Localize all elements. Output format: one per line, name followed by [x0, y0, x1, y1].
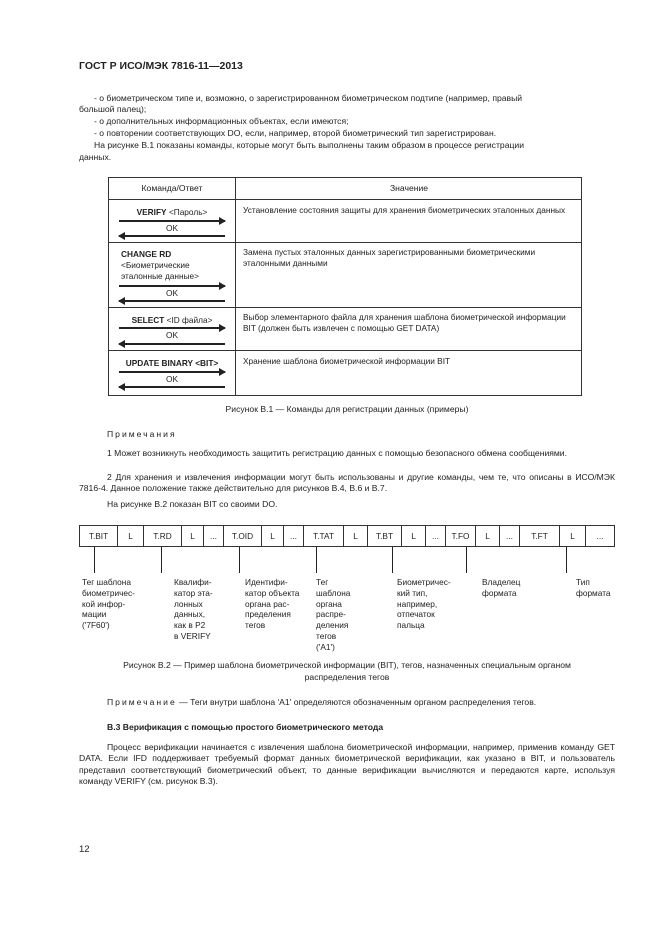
page-number: 12: [79, 844, 90, 855]
label-format-type: Тип формата: [576, 577, 611, 598]
column-header-command: Команда/Ответ: [141, 183, 203, 193]
value-text: Хранение шаблона биометрической информации BIT: [243, 356, 451, 366]
note-b2: [107, 697, 536, 708]
figure-caption-b1: Рисунок В.1 — Команды для регистрации данных (примеры): [225, 404, 469, 414]
value-text: Выбор элементарного файла для хранения шаблона биометрической информации BIT (должен быть извлечен с помощью GET DATA): [243, 312, 566, 333]
bit-cell: L: [118, 526, 144, 546]
command-param: <Биометрические: [121, 260, 190, 271]
intro-paragraph: На рисунке В.1 показаны команды, которые могут быть выполнены таким образом в процессе регистрации: [94, 140, 524, 150]
command-param: <Пароль>: [166, 207, 208, 217]
bit-cell: ...: [284, 526, 304, 546]
note-title: Примечание: [107, 697, 177, 707]
bit-cell: T.BIT: [80, 526, 118, 546]
label-format-owner: Владелец формата: [482, 577, 521, 598]
command-param: <ID файла>: [164, 315, 213, 325]
command-update-binary: UPDATE BINARY <BIT>: [125, 358, 219, 368]
command-param: эталонные данные>: [121, 271, 200, 282]
response-ok: OK: [166, 330, 178, 340]
response-ok: OK: [166, 223, 178, 233]
bit-cell: T.FT: [520, 526, 560, 546]
command-change-rd: CHANGE RD: [121, 249, 172, 259]
bit-structure: [79, 525, 615, 547]
intro-item-1-cont: большой палец);: [79, 104, 147, 114]
value-text: Установление состояния защиты для хранения биометрических эталонных данных: [243, 205, 566, 215]
label-tag-authority-template: Тег шаблона органа распре- деления тегов ('A1'): [316, 577, 351, 652]
bit-cell: L: [344, 526, 368, 546]
command-arrow-icon: [119, 371, 225, 373]
bit-cell: T.FO: [446, 526, 476, 546]
intro-item-2: - о дополнительных информационных объектах, если имеются;: [94, 116, 349, 126]
standard-header: ГОСТ Р ИСО/МЭК 7816-11—2013: [79, 60, 243, 72]
section-heading: В.3 Верификация с помощью простого биометрического метода: [107, 722, 384, 732]
note-1: 1 Может возникнуть необходимость защитить регистрацию данных с помощью безопасного обмена сообщениями.: [107, 448, 567, 458]
note-text: — Теги внутри шаблона 'A1' определяются обозначенным органом распределения тегов.: [176, 697, 537, 707]
pointer-line: [392, 547, 393, 573]
response-arrow-icon: [119, 343, 225, 345]
commands-table: [108, 177, 582, 396]
label-reference-qualifier: Квалифи- катор эта- лонных данных, как в Р2 в VERIFY: [174, 577, 213, 641]
response-arrow-icon: [119, 235, 225, 237]
column-header-value: Значение: [389, 183, 429, 193]
command-arrow-icon: [119, 285, 225, 287]
command-select: SELECT: [131, 315, 165, 325]
bit-cell: L: [560, 526, 586, 546]
bit-cell: T.TAT: [304, 526, 344, 546]
pointer-line: [161, 547, 162, 573]
bit-cell: T.RD: [144, 526, 182, 546]
bit-cell: T.BT: [368, 526, 402, 546]
label-biometric-type: Биометричес- кий тип, например, отпечаток пальца: [397, 577, 451, 631]
bit-cell: ...: [426, 526, 446, 546]
pointer-line: [94, 547, 95, 573]
table-row-change-rd: [109, 249, 235, 282]
table-row-update-binary: [109, 358, 235, 369]
figure-caption-b2: Рисунок В.2 — Пример шаблона биометрической информации (BIT), тегов, назначенных специальным органом: [123, 660, 571, 670]
pointer-line: [316, 547, 317, 573]
bit-cell: L: [402, 526, 426, 546]
note-2: 2 Для хранения и извлечения информации могут быть использованы и другие команды, чем те, что описаны в ИСО/МЭК 7816-4. Данное положение также действительно для рисунков В.4, В.6 и В.7.: [79, 472, 615, 494]
bit-cell: L: [262, 526, 284, 546]
notes-title: Примечания: [107, 429, 177, 439]
bit-cell: L: [182, 526, 204, 546]
bit-cell: ...: [500, 526, 520, 546]
table-row-verify: [109, 207, 235, 218]
value-text: Замена пустых эталонных данных зарегистрированными биометрическими эталонными данными: [243, 247, 536, 268]
pointer-line: [239, 547, 240, 573]
response-arrow-icon: [119, 300, 225, 302]
bit-cell: L: [476, 526, 500, 546]
command-arrow-icon: [119, 327, 225, 329]
intro-item-3: - о повторении соответствующих DO, если, например, второй биометрический тип зарегистрирован.: [94, 128, 497, 138]
label-object-identifier: Идентифи- катор объекта органа рас- пределения тегов: [245, 577, 300, 631]
response-ok: OK: [166, 374, 178, 384]
pointer-line: [466, 547, 467, 573]
table-row-select: [109, 315, 235, 326]
command-arrow-icon: [119, 220, 225, 222]
intro-paragraph-cont: данных.: [79, 152, 112, 162]
response-ok: OK: [166, 288, 178, 298]
bit-cell: ...: [596, 531, 604, 541]
command-verify: VERIFY: [136, 207, 167, 217]
label-bit-tag: Тег шаблона биометричес- кой инфор- мации ('7F60'): [82, 577, 135, 631]
figure-caption-b2-cont: распределения тегов: [304, 672, 390, 682]
intro-item-1: - о биометрическом типе и, возможно, о зарегистрированном биометрическом подтипе (например, правый: [94, 93, 523, 103]
section-text: Процесс верификации начинается с извлечения шаблона биометрической информации, например, применив команду GET DATA. Если IFD поддерживает требуемый формат данных биометрической верификации, как указано в BIT, и пользователь представил соответствующий биометрический объект, то данные верификации вычисляются и передаются карте, используя команду VERIFY (см. рисунок В.3).: [79, 742, 615, 787]
pointer-line: [566, 547, 567, 573]
bit-cell: T.OID: [224, 526, 262, 546]
paragraph-figure-b2: На рисунке В.2 показан BIT со своими DO.: [107, 499, 278, 509]
bit-cell: ...: [204, 526, 224, 546]
response-arrow-icon: [119, 386, 225, 388]
